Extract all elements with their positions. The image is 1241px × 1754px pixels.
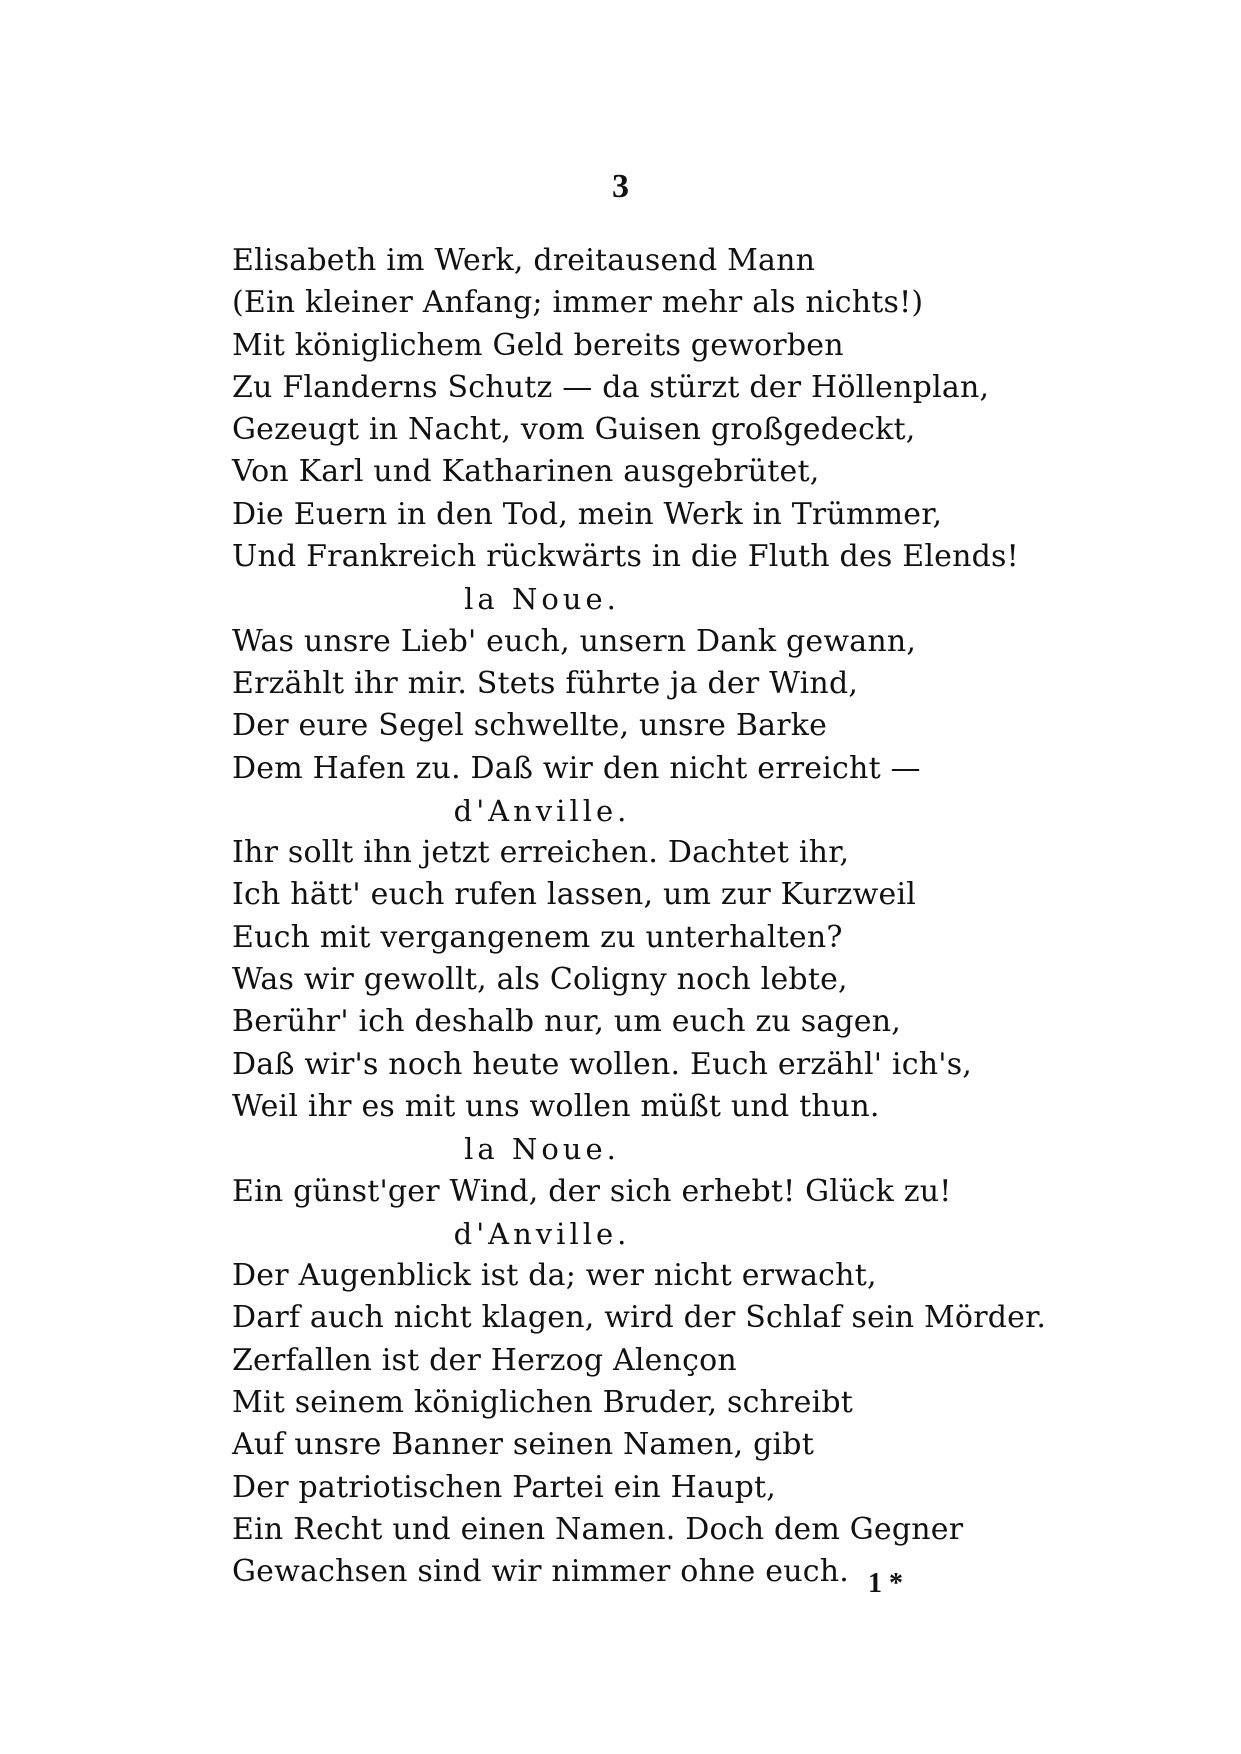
verse-line: Zu Flanderns Schutz — da stürzt der Höllenplan, bbox=[232, 369, 990, 405]
verse-line: Berühr' ich deshalb nur, um euch zu sagen, bbox=[232, 1004, 902, 1040]
signature-mark: 1 * bbox=[868, 1568, 903, 1599]
verse-line: Ihr sollt ihn jetzt erreichen. Dachtet ihr, bbox=[232, 835, 850, 871]
verse-line: Die Euern in den Tod, mein Werk in Trümmer, bbox=[232, 496, 943, 532]
verse-line: Mit seinem königlichen Bruder, schreibt bbox=[232, 1385, 854, 1421]
verse-line: Ich hätt' euch rufen lassen, um zur Kurzweil bbox=[232, 877, 917, 913]
verse-line: Zerfallen ist der Herzog Alençon bbox=[232, 1342, 737, 1378]
verse-line: Was wir gewollt, als Coligny noch lebte, bbox=[232, 962, 848, 998]
page-number: 3 bbox=[612, 168, 629, 205]
verse-line: Darf auch nicht klagen, wird der Schlaf sein Mörder. bbox=[232, 1300, 1047, 1336]
verse-line: Gezeugt in Nacht, vom Guisen großgedeckt, bbox=[232, 412, 916, 448]
verse-line: Und Frankreich rückwärts in die Fluth des Elends! bbox=[232, 539, 1019, 575]
speaker-name: la Noue. bbox=[464, 582, 620, 617]
verse-line: Der patriotischen Partei ein Haupt, bbox=[232, 1469, 776, 1505]
verse-line: Von Karl und Katharinen ausgebrütet, bbox=[232, 454, 820, 490]
verse-line: Ein günst'ger Wind, der sich erhebt! Glück zu! bbox=[232, 1173, 952, 1209]
verse-line: Mit königlichem Geld bereits geworben bbox=[232, 327, 844, 363]
speaker-name: la Noue. bbox=[464, 1132, 620, 1167]
verse-line: Dem Hafen zu. Daß wir den nicht erreicht — bbox=[232, 750, 921, 786]
verse-line: Ein Recht und einen Namen. Doch dem Gegner bbox=[232, 1511, 964, 1547]
verse-line: Elisabeth im Werk, dreitausend Mann bbox=[232, 243, 816, 278]
verse-line: Der eure Segel schwellte, unsre Barke bbox=[232, 708, 828, 744]
verse-line: Daß wir's noch heute wollen. Euch erzähl' ich's, bbox=[232, 1046, 973, 1082]
verse-line: Was unsre Lieb' euch, unsern Dank gewann, bbox=[232, 623, 917, 659]
verse-line: Der Augenblick ist da; wer nicht erwacht, bbox=[232, 1258, 877, 1294]
verse-line: Gewachsen sind wir nimmer ohne euch. bbox=[232, 1554, 849, 1590]
speaker-name: d'Anville. bbox=[453, 793, 631, 828]
verse-text bbox=[232, 240, 1132, 1594]
verse-line: Weil ihr es mit uns wollen müßt und thun. bbox=[232, 1088, 880, 1124]
verse-line: Euch mit vergangenem zu unterhalten? bbox=[232, 919, 843, 955]
verse-line: Auf unsre Banner seinen Namen, gibt bbox=[232, 1427, 814, 1463]
verse-line: (Ein kleiner Anfang; immer mehr als nichts!) bbox=[232, 285, 924, 321]
speaker-name: d'Anville. bbox=[453, 1216, 631, 1251]
verse-line: Erzählt ihr mir. Stets führte ja der Wind, bbox=[232, 665, 859, 701]
